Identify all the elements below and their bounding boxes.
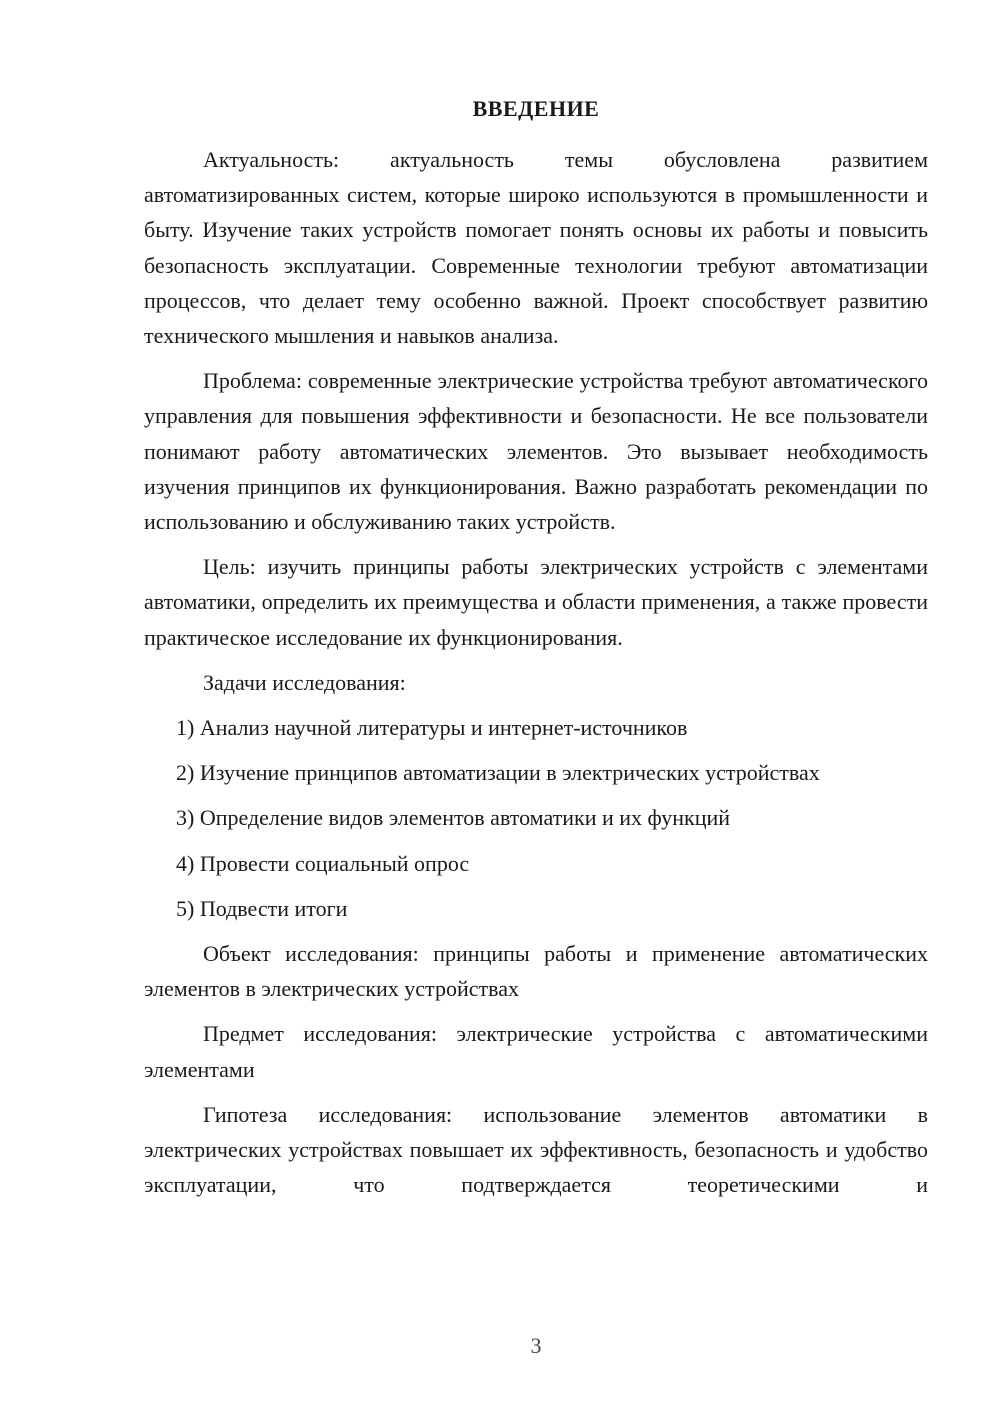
relevance-paragraph: Актуальность: актуальность темы обусловлена развитием автоматизированных систем, которые широко используются в промышленности и быту. Изучение таких устройств помогает понять основы их работы и повысить безопасность эксплуатации. Современные технологии требуют автоматизации процессов, что делает тему особенно важной. Проект способствует развитию технического мышления и навыков анализа.: [144, 147, 928, 349]
hypothesis-paragraph: Гипотеза исследования: использование элементов автоматики в электрических устройствах повышает их эффективность, безопасность и удобство эксплуатации, что подтверждается теоретическими и: [144, 1101, 928, 1198]
subject-paragraph: Предмет исследования: электрические устройства с автоматическими элементами: [144, 1021, 928, 1082]
tasks-heading: Задачи исследования:: [203, 669, 406, 695]
goal-paragraph: Цель: изучить принципы работы электрических устройств с элементами автоматики, определить их преимущества и области применения, а также провести практическое исследование их функционирования.: [144, 554, 928, 650]
tasks-list: [144, 710, 928, 926]
list-item: 5) Подвести итоги: [176, 895, 348, 921]
list-item: 4) Провести социальный опрос: [176, 850, 470, 876]
page-number: 3: [530, 1333, 542, 1358]
list-item: 2) Изучение принципов автоматизации в электрических устройствах: [176, 760, 820, 786]
list-item: 1) Анализ научной литературы и интернет-источников: [176, 715, 688, 741]
object-paragraph: Объект исследования: принципы работы и применение автоматических элементов в электрических устройствах: [144, 941, 928, 1002]
section-title: ВВЕДЕНИЕ: [472, 96, 600, 121]
problem-paragraph: Проблема: современные электрические устройства требуют автоматического управления для повышения эффективности и безопасности. Не все пользователи понимают работу автоматических элементов. Это вызывает необходимость изучения принципов их функционирования. Важно разработать рекомендации по использованию и обслуживанию таких устройств.: [144, 368, 928, 535]
body-text: [144, 142, 928, 1202]
list-item: 3) Определение видов элементов автоматики и их функций: [176, 805, 731, 831]
